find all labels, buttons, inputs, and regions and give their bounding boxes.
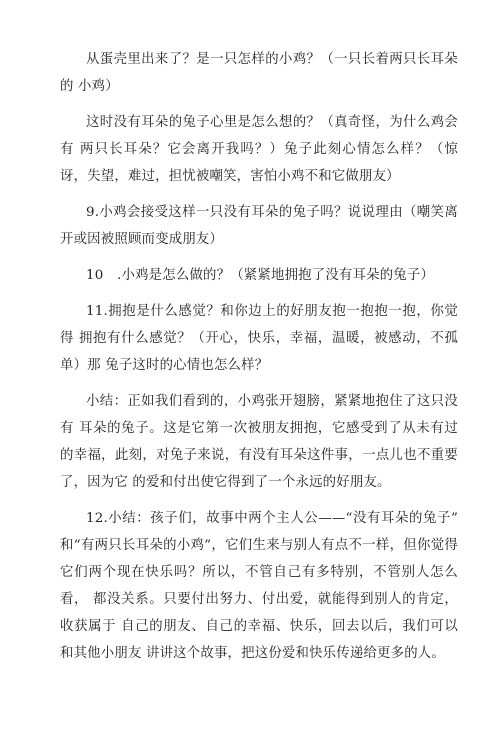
document-body [60, 46, 458, 675]
paragraph-4: 10 .小鸡是怎么做的？（紧紧地拥抱了没有耳朵的兔子） [86, 268, 435, 283]
paragraph-1: 从蛋壳里出来了？是一只怎样的小鸡？（一只长着两只长耳朵的 小鸡） [60, 52, 458, 94]
paragraph-5: 11.拥抱是什么感觉？和你边上的好朋友抱一抱抱一抱，你觉得 拥抱有什么感觉？（开心，快乐，幸福，温暖，被感动，不孤单）那 兔子这时的心情也怎么样？ [60, 304, 458, 373]
paragraph-2: 这时没有耳朵的兔子心里是怎么想的？（真奇怪，为什么鸡会有 两只长耳朵？它会离开我吗？）兔子此刻心情怎么样？（惊讶，失望，难过，担忧被嘲笑，害怕小鸡不和它做朋友） [60, 115, 458, 184]
paragraph-3: 9.小鸡会接受这样一只没有耳朵的兔子吗？说说理由（嘲笑离 开或因被照顾而变成朋友） [60, 205, 458, 247]
paragraph-6: 小结：正如我们看到的，小鸡张开翅膀，紧紧地抱住了这只没有 耳朵的兔子。这是它第一次被朋友拥抱，它感受到了从未有过的幸福，此刻，对兔子来说，有没有耳朵这件事，一点儿也不重要了，因为它 的爱和付出使它得到了一个永远的好朋友。 [60, 394, 458, 490]
paragraph-7: 12.小结：孩子们，故事中两个主人公——“没有耳朵的兔子” 和“有两只长耳朵的小鸡”，它们生来与别人有点不一样，但你觉得 它们两个现在快乐吗？所以，不管自己有多特别，不管别人怎么看， 都没关系。只要付出努力、付出爱，就能得到别人的肯定，收获属于 自己的朋友、自己的幸福、快乐，回去以后，我们可以和其他小朋友 讲讲这个故事，把这份爱和快乐传递给更多的人。 [60, 511, 458, 661]
